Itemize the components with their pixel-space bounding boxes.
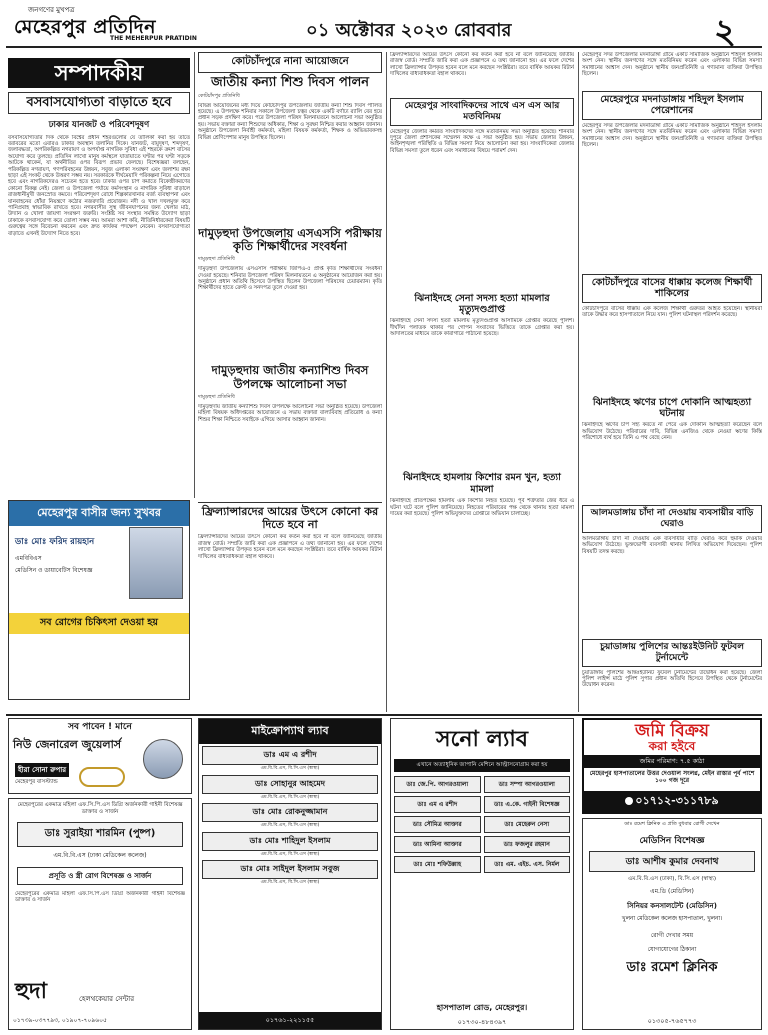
doctor-credentials: এম.বি.বি.এস, বি.সি.এস (স্বাস্থ্য) [260, 880, 320, 886]
land-location: মেহেরপুর হাসপাতালের উত্তর দেওয়াল সংলগ্ন, মেইন রাস্তার পূর্ব পাশে ১০০ গজ দূরে [589, 770, 755, 784]
doctor-advertisement [8, 500, 190, 700]
article-byline: কোটচাঁদপুর প্রতিনিধি [198, 92, 240, 99]
ad-section-divider [6, 714, 762, 716]
article-body: ঝিনাইদহে প্রতিপক্ষের হামলায় এক কিশোর নিহত হয়েছে। পূর্ব শত্রুতার জের ধরে এ ঘটনা ঘটে বলে পুলিশ জানিয়েছে। নিহতের পরিবারের পক্ষ থেকে থানায় হত্যা মামলা দায়ের করা হয়েছে। পুলিশ অভিযুক্তদের গ্রেপ্তারে অভিযান চালাচ্ছে। [390, 498, 574, 517]
article-headline: ফ্রিল্যান্সারদের আয়ের উৎসে কোনো কর দিতে হবে না [198, 502, 382, 531]
doctor-degree: এম.বি.বি.এস (ঢাকা মেডিকেল কলেজ) [53, 852, 147, 859]
editorial-article [8, 92, 190, 500]
doctor-name: ডাঃ এ.কে. গাইনী বিশেষজ্ঞ [484, 796, 571, 813]
newspaper-title: মেহেরপুর প্রতিদিন [14, 16, 156, 38]
doctor-name: ডাঃ সম্পা আগরওয়ালা [484, 776, 571, 793]
newspaper-subtitle: THE MEHERPUR PRATIDIN [110, 35, 197, 42]
article-body: চুয়াডাঙ্গায় পুলিশের আন্তঃইউনিট ফুটবল টুর্নামেন্টের উদ্বোধন করা হয়েছে। জেলা পুলিশ লাইন্স মাঠে পুলিশ সুপার প্রধান অতিথি হিসেবে উপস্থিত থেকে টুর্নামেন্টের উদ্বোধন করেন। [582, 669, 762, 689]
gynecologist-advertisement [8, 798, 192, 1030]
article-body: বিভিন্ন আয়োজনের মধ্য দিয়ে কোটচাঁদপুর উপজেলায় জাতীয় কন্যা শিশু দিবস পালিত হয়েছে। এ উপলক্ষে শনিবার সকালে উপজেলা চত্বর থেকে একটি বর্ণাঢ্য র‍্যালি বের হয়ে প্রধান সড়ক প্রদক্ষিণ করে। পরে উপজেলা পরিষদ মিলনায়তনে আলোচনা সভা অনুষ্ঠিত হয়। সভায় বক্তারা কন্যা শিশুদের অধিকার, শিক্ষা ও সুরক্ষা নিশ্চিত করার আহ্বান জানান। অনুষ্ঠানে উপজেলা নির্বাহী কর্মকর্তা, মহিলা বিষয়ক কর্মকর্তা, শিক্ষক ও অভিভাবকসহ বিভিন্ন শ্রেণিপেশার মানুষ উপস্থিত ছিলেন। [198, 102, 382, 141]
article-headline: মেহেরপুরে মদনাডাঙ্গায় শহিদুল ইসলাম পেরেশানের [582, 91, 762, 120]
column-divider [194, 52, 195, 498]
editorial-body: বসবাসযোগ্যতার দিক থেকে বিশ্বের প্রধান শহরগুলোর যে তালিকা করা হয় তাতে বরাবরের মতো এবারও ঢাকার অবস্থান তলানির দিকে। যানজট, বায়ুদূষণ, শব্দদূষণ, জলাবদ্ধতা, অপরিকল্পিত নগরায়ণ ও অপর্যাপ্ত নাগরিক সুবিধা এই শহরকে ক্রমশ বাসের অযোগ্য করে তুলছে। প্রতিদিন লাখো মানুষ কর্মস্থলে যাতায়াতে ঘণ্টার পর ঘণ্টা সড়কে আটকে থাকেন, যা অর্থনীতির ওপর বিরূপ প্রভাব ফেলছে। বিশেষজ্ঞরা বলছেন, পরিকল্পিত নগরায়ণ, গণপরিবহনের উন্নয়ন, সবুজ এলাকা সংরক্ষণ এবং জলাশয় রক্ষা ছাড়া এই সংকট থেকে উত্তরণ সম্ভব নয়। সরকারকে দীর্ঘমেয়াদি পরিকল্পনা নিয়ে এগোতে হবে এবং নাগরিকদেরও সচেতন হতে হবে। ঢাকার ওপর চাপ কমাতে বিকেন্দ্রীকরণের কোনো বিকল্প নেই। জেলা ও উপজেলা পর্যায়ে কর্মসংস্থান ও নাগরিক সুবিধা বাড়ালে রাজধানীমুখী জনস্রোত কমবে। পরিবেশদূষণ রোধে শিল্পকারখানার বর্জ্য ব্যবস্থাপনা এবং যানবাহনের ধোঁয়া নিয়ন্ত্রণে কঠোর নজরদারি প্রয়োজন। নদী ও খাল দখলমুক্ত করে পানিপ্রবাহ স্বাভাবিক রাখতে হবে। নগরবাসীর সুস্থ জীবনযাপনের জন্য খেলার মাঠ, উদ্যান ও খোলা জায়গা সংরক্ষণ জরুরি। সংশ্লিষ্ট সব সংস্থার সমন্বিত উদ্যোগ ছাড়া ঢাকাকে বসবাসযোগ্য করে তোলা সম্ভব নয়। আমরা আশা করি, নীতিনির্ধারকেরা বিষয়টি গুরুত্বের সঙ্গে বিবেচনা করবেন এবং দ্রুত কার্যকর পদক্ষেপ নেবেন। বসবাসযোগ্যতা বাড়াতে এখনই উদ্যোগ নিতে হবে। [8, 134, 190, 237]
article-headline: জাতীয় কন্যা শিশু দিবস পালন [210, 75, 370, 90]
doctor-name: ডাঃ ফজলুর রহমান [484, 836, 571, 853]
land-phone [584, 791, 760, 812]
doctor-name: ডাঃ মোঃ সাইদুল ইসলাম সবুজ [202, 860, 378, 879]
doctor-name: ডাঃ মেহেরুন নেসা [484, 816, 571, 833]
doctor-name: ডাঃ আশীষ কুমার দেবনাথ [589, 851, 755, 872]
doctor-specialty: প্রসূতি ও স্ত্রী রোগ বিশেষজ্ঞ ও সার্জন [17, 867, 183, 885]
ring-icon [79, 767, 125, 787]
article-headline: ঝিনাইদহে সেনা সদস্য হত্যা মামলার মৃত্যুদণ্ডপ্রাপ্ত [414, 292, 550, 315]
clinic-phone: ০১৭৩৯-০৩৭৭৯৩, ০১৯০৭-৭০৯৬০৫ [13, 1017, 107, 1024]
micropath-lab-advertisement [198, 718, 382, 1030]
owner-photo [143, 739, 183, 779]
clinic-name: হুদা [15, 978, 47, 1004]
clinic-name: ডাঃ রমেশ ক্লিনিক [626, 960, 718, 975]
column-divider [578, 52, 579, 712]
article-byline: দামুড়হুদা প্রতিনিধি [198, 256, 235, 263]
doctor-position: সিনিয়র কনসালটেন্ট (মেডিসিন) [627, 902, 717, 910]
doctor-name: ডাঃ এম. এইচ. এস. নির্মল [484, 856, 571, 873]
news-column-4 [582, 52, 762, 712]
doctor-name: ডাঃ সৌমিত্র আক্তার [394, 816, 481, 833]
schedule-label: রোগী দেখার সময় [650, 932, 694, 939]
article-headline: ঝিনাইদহে হামলায় কিশোর রমন খুন, হত্যা মামলা [403, 472, 561, 495]
doctor-credentials: এম.বি.বি.এস, বি.সি.এস (স্বাস্থ্য) [260, 851, 320, 857]
medicine-specialist-advertisement [582, 818, 762, 1030]
article-body: দামুড়হুদায় জাতীয় কন্যাশিশু দিবস উপলক্ষে আলোচনা সভা অনুষ্ঠিত হয়েছে। উপজেলা মহিলা বিষয়ক অধিদপ্তরের আয়োজনে এ সভায় বক্তারা বাল্যবিবাহ প্রতিরোধ ও কন্যা শিশুর শিক্ষা নিশ্চিতে সবাইকে এগিয়ে আসার আহ্বান জানান। [198, 403, 382, 423]
doctor-md: এম.ডি (মেডিসিন) [650, 888, 694, 895]
editorial-headline: বসবাসযোগ্যতা বাড়াতে হবে [8, 92, 190, 114]
jewellers-name: নিউ জেনারেল জুয়েলার্স [13, 738, 122, 751]
jewellers-address: মেহেরপুর বাসস্ট্যান্ড [15, 779, 58, 785]
article-byline: দামুড়হুদা প্রতিনিধি [198, 393, 235, 400]
article-headline: দামুড়হুদা উপজেলায় এসএসসি পরীক্ষায় কৃতি শিক্ষার্থীদের সংবর্ধনা [198, 225, 382, 254]
article-body: ঝিনাইদহে ঋণের চাপ সহ্য করতে না পেরে এক দোকানি আত্মহত্যা করেছেন বলে অভিযোগ উঠেছে। পরিবারের দাবি, বিভিন্ন এনজিও থেকে নেওয়া ঋণের কিস্তি পরিশোধে ব্যর্থ হয়ে তিনি এ পথ বেছে নেন। [582, 422, 762, 442]
article-headline: চুয়াডাঙ্গায় পুলিশের আন্তঃইউনিট ফুটবল টুর্নামেন্টে [582, 639, 762, 667]
article-headline: দামুড়হুদায় জাতীয় কন্যাশিশু দিবস উপলক্ষে আলোচনা সভা [211, 363, 369, 391]
doctor-name: ডাঃ জে.পি. আগরওয়ালা [394, 776, 481, 793]
lab-address: হাসপাতাল রোড, মেহেরপুর। [436, 1003, 528, 1012]
article-body: মেহেরপুর সদর উপজেলার মদনাডাঙ্গা গ্রামে একটি সামাজিক অনুষ্ঠানে শহিদুল ইসলাম অংশ নেন। স্থানীয় জনগণের সঙ্গে মতবিনিময় করেন এবং এলাকার বিভিন্ন সমস্যা সমাধানের আশ্বাস দেন। অনুষ্ঠানে স্থানীয় জনপ্রতিনিধি ও গণ্যমান্য ব্যক্তিরা উপস্থিত ছিলেন। [582, 122, 762, 148]
ad-footer: সব রোগের চিকিৎসা দেওয়া হয় [9, 613, 189, 634]
article-headline: ঝিনাইদহে ঋণের চাপে দোকানি আত্মহত্যা ঘটনায় [592, 396, 752, 419]
jewellers-advertisement [8, 718, 192, 794]
issue-date: ০১ অক্টোবর ২০২৩ রোববার [306, 20, 512, 41]
masthead-tagline: জনগণের মুখপত্র [28, 6, 75, 14]
ad-intro: মেহেরপুরের একমাত্র মহিলা এফ.সি.পি.এস ডিগ্রি অর্জনকারী গাইনী বিশেষজ্ঞ ডাক্তার ও সার্জন [17, 802, 183, 815]
ad-intro: ডাঃ রমেশ ক্লিনিক এ প্রতি বুধবার রোগী দেখেন [624, 821, 720, 827]
doctor-name: ডাঃ মোঃ রোকনুজ্জামান [202, 803, 378, 822]
column-divider [386, 52, 387, 712]
phone-icon [625, 797, 633, 805]
ad-tagline: এখানে অত্যাধুনিক জাপানি মেশিনে আল্ট্রাসনোগ্রাম করা হয় [394, 759, 570, 772]
ad-subtitle: করা হইবে [648, 739, 696, 753]
doctor-credentials: এম.বি.বি.এস, বি.সি.এস (স্বাস্থ্য) [260, 766, 320, 771]
land-sale-advertisement [582, 718, 762, 814]
doctor-degree: এমবিবিএস [15, 555, 42, 562]
doctor-name: ডাঃ সোহানুর আহমেদ [202, 775, 378, 794]
sono-lab-advertisement [390, 718, 574, 1030]
page-number: ২ [713, 12, 736, 52]
doctor-grid [391, 772, 573, 877]
article-body: দামুড়হুদা উপজেলায় এসএসসি পরীক্ষায় জিপিএ-৫ প্রাপ্ত কৃতি শিক্ষার্থীদের সংবর্ধনা দেওয়া হয়েছে। শনিবার উপজেলা পরিষদ মিলনায়তনে এ অনুষ্ঠানের আয়োজন করা হয়। অনুষ্ঠানে প্রধান অতিথি হিসেবে উপস্থিত ছিলেন উপজেলা পরিষদের চেয়ারম্যান। কৃতি শিক্ষার্থীদের হাতে ক্রেস্ট ও সনদপত্র তুলে দেওয়া হয়। [198, 266, 382, 292]
service-list: মেহেরপুরের একমাত্র মহিলা এফ.সি.পি.এস ডিগ্রি অর্জনকারী গাইনী বিশেষজ্ঞ ডাক্তার ও সার্জন [15, 891, 185, 904]
article-body: ফ্রিল্যান্সারদের আয়ের উৎসে কোনো কর কর্তন করা হবে না বলে জানিয়েছে জাতীয় রাজস্ব বোর্ড। সম্প্রতি জারি করা এক প্রজ্ঞাপনে এ তথ্য জানানো হয়। এর ফলে দেশের লাখো ফ্রিল্যান্সার উপকৃত হবেন বলে মনে করছেন সংশ্লিষ্টরা। তবে বার্ষিক আয়কর রিটার্ন দাখিলের বাধ্যবাধকতা বহাল থাকবে। [390, 52, 574, 78]
article-headline: আলমডাঙ্গায় চাঁদা না দেওয়ায় ব্যবসায়ীর বাড়ি ঘেরাও [582, 505, 762, 533]
article-headline: মেহেরপুর সাংবাদিকদের সাথে এস এস আর মতবিনিময় [390, 98, 574, 126]
ad-header: সব পাবেন ! মানে [68, 722, 132, 732]
clinic-phone: ০১৩০৫-৭৬৫৭৭৩ [647, 1017, 697, 1025]
land-phone-number: ০১৭১২-৩১১৭৮৯ [635, 794, 719, 807]
doctor-name: ডাঃ আমিনা আক্তার [394, 836, 481, 853]
doctor-credentials: এম.বি.বি.এস, বি.সি.এস (স্বাস্থ্য) [260, 794, 320, 800]
editorial-banner: সম্পাদকীয় [8, 58, 190, 88]
ad-title: জমি বিক্রয় [635, 721, 709, 741]
masthead [6, 4, 762, 52]
land-size: জমির পরিমাণ: ৭.৫ কাঠা [584, 755, 760, 768]
doctor-credentials: এম.বি.বি.এস, বি.সি.এস (স্বাস্থ্য) [260, 823, 320, 829]
clinic-subtitle: হেলথকেয়ার সেন্টার [79, 995, 135, 1003]
article-body: মেহেরপুর জেলার কর্মরত সাংবাদিকদের সঙ্গে মতবিনিময় সভা অনুষ্ঠিত হয়েছে। শনিবার দুপুরে জেলা প্রশাসকের সম্মেলন কক্ষে এ সভা অনুষ্ঠিত হয়। সভায় জেলার উন্নয়ন, আইনশৃঙ্খলা পরিস্থিতি ও বিভিন্ন সমস্যা নিয়ে আলোচনা করা হয়। সাংবাদিকেরা জেলার বিভিন্ন সমস্যা তুলে ধরেন এবং সমাধানের বিষয়ে পরামর্শ দেন। [390, 128, 574, 154]
article-body: ঝিনাইদহে সেনা সদস্য হত্যা মামলায় মৃত্যুদণ্ডপ্রাপ্ত আসামিকে গ্রেপ্তার করেছে পুলিশ। দীর্ঘদিন পলাতক থাকার পর গোপন সংবাদের ভিত্তিতে তাকে গ্রেপ্তার করা হয়। আদালতের মাধ্যমে তাকে কারাগারে পাঠানো হয়েছে। [390, 318, 574, 338]
article-kicker: কোটচাঁদপুরে নানা আয়োজনে [198, 52, 382, 73]
doctor-name: ডাঃ মোঃ ফরিদ রায়হান [15, 537, 95, 547]
doctor-specialty: মেডিসিন ও ডায়াবেটিস বিশেষজ্ঞ [15, 567, 93, 574]
news-column-3 [390, 52, 574, 712]
ad-header: মাইক্রোপ্যাথ ল্যাব [199, 719, 381, 744]
doctor-degree: এম.বি.বি.এস (ঢাকা), বি.সি.এস (স্বাস্থ্য) [627, 876, 717, 882]
doctor-name: ডাঃ মোঃ শাহিদুল ইসলাম [202, 832, 378, 851]
news-column-2-lower [198, 502, 382, 710]
lab-phone: ০১৭৬১-২২১১৫৫ [199, 1012, 381, 1029]
doctor-name: ডাঃ সুরাইয়া শারমিন (পুষ্প) [17, 822, 183, 847]
article-body: মেহেরপুর সদর উপজেলার মদনাডাঙ্গা গ্রামে একটি সামাজিক অনুষ্ঠানে শহিদুল ইসলাম অংশ নেন। স্থানীয় জনগণের সঙ্গে মতবিনিময় করেন এবং এলাকার বিভিন্ন সমস্যা সমাধানের আশ্বাস দেন। অনুষ্ঠানে স্থানীয় জনপ্রতিনিধি ও গণ্যমান্য ব্যক্তিরা উপস্থিত ছিলেন। [582, 52, 762, 78]
doctor-hospital: খুলনা মেডিকেল কলেজ হাসপাতাল, খুলনা। [621, 916, 723, 922]
news-column-2 [198, 52, 382, 498]
article-body: কোটচাঁদপুরে বাসের ধাক্কায় এক কলেজ শিক্ষার্থী গুরুতর আহত হয়েছেন। স্থানীয়রা তাকে উদ্ধার করে হাসপাতালে নিয়ে যান। পুলিশ ঘটনাস্থল পরিদর্শন করেছে। [582, 305, 762, 318]
article-body: আলমডাঙ্গায় চাঁদা না দেওয়ায় এক ব্যবসায়ীর বাড়ি ঘেরাও করে হুমকি দেওয়ার অভিযোগ উঠেছে। ভুক্তভোগী ব্যবসায়ী থানায় লিখিত অভিযোগ দিয়েছেন। পুলিশ বিষয়টি তদন্ত করছে। [582, 535, 762, 555]
doctor-name: ডাঃ মোঃ শফিউল্লাহ [394, 856, 481, 873]
ad-header: সনো ল্যাব [436, 726, 528, 752]
doctor-photo [129, 527, 183, 599]
ad-section: মেডিসিন বিশেষজ্ঞ [639, 836, 705, 846]
doctor-name: ডাঃ এম এ রশীদ [394, 796, 481, 813]
editorial-subhead: ঢাকার যানজট ও পরিবেশদূষণ [48, 119, 150, 130]
article-body: ফ্রিল্যান্সারদের আয়ের উৎসে কোনো কর কর্তন করা হবে না বলে জানিয়েছে জাতীয় রাজস্ব বোর্ড। সম্প্রতি জারি করা এক প্রজ্ঞাপনে এ তথ্য জানানো হয়। এর ফলে দেশের লাখো ফ্রিল্যান্সার উপকৃত হবেন বলে মনে করছেন সংশ্লিষ্টরা। তবে বার্ষিক আয়কর রিটার্ন দাখিলের বাধ্যবাধকতা বহাল থাকবে। [198, 534, 382, 560]
doctor-name: ডাঃ এম এ রশীদ [202, 746, 378, 765]
lab-phone: ০১৭৩০-৪৮৪৩৯৭ [457, 1018, 507, 1026]
article-headline: কোটচাঁদপুরে বাসের ধাক্কায় কলেজ শিক্ষার্থী শাকিলের [582, 274, 762, 303]
ad-header: মেহেরপুর বাসীর জন্য সুখবর [9, 501, 189, 526]
contact-label: যোগাযোগের ঠিকানা [647, 946, 697, 953]
jewellers-items: হীরা সোনা রুপার [15, 763, 69, 777]
